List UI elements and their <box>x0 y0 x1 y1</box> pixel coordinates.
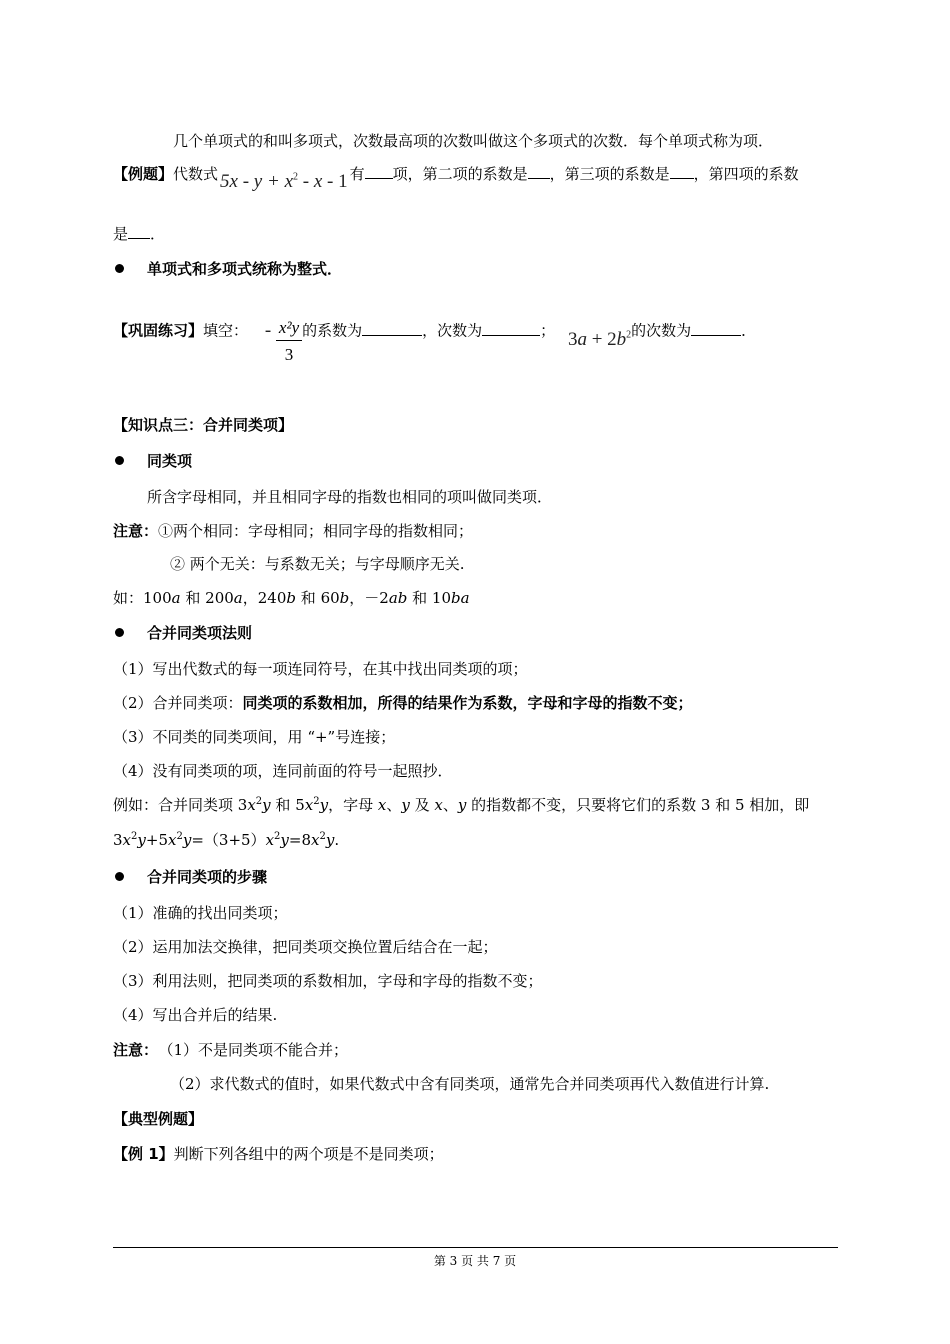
note-line: 注意： （1）不是同类项不能合并； <box>113 1041 349 1059</box>
answer-blank[interactable] <box>691 321 741 336</box>
rule-item: （2）合并同类项：同类项的系数相加，所得的结果作为系数，字母和字母的指数不变； <box>113 694 693 712</box>
example-1: 【例 1】判断下列各组中的两个项是不是同类项； <box>113 1145 444 1163</box>
example-question: 【例题】代数式 $5x - y + x^2 - x - 1$ 有 项，第二项的系数是 ，第三项的系数是 ，第四项的系数 <box>113 165 799 192</box>
answer-blank[interactable] <box>365 164 393 179</box>
fraction-expression: $\frac{\text{x²y}}{3}$ <box>276 318 302 365</box>
answer-blank[interactable] <box>528 164 550 179</box>
note-line: ② 两个无关：与系数无关；与字母顺序无关. <box>170 555 465 573</box>
polynomial-expression: $5x - y + x^2 - x - 1$ <box>220 171 348 192</box>
integral-expression-note: 单项式和多项式统称为整式． <box>147 260 343 278</box>
rule-item: （3）不同类的同类项间，用 “+”号连接； <box>113 728 396 746</box>
rule-item: （4）没有同类项的项，连同前面的符号一起照抄． <box>113 762 453 780</box>
step-item: （3）利用法则，把同类项的系数相加，字母和字母的指数不变； <box>113 972 543 990</box>
rule-item: （1）写出代数式的每一项连同符号，在其中找出同类项的项； <box>113 660 528 678</box>
binomial-expression: $3a + 2b^2$ <box>567 328 632 350</box>
answer-blank[interactable] <box>482 321 540 336</box>
step-item: （4）写出合并后的结果. <box>113 1006 278 1024</box>
step-item: （1）准确的找出同类项； <box>113 904 288 922</box>
practice-label: 【巩固练习】 <box>113 321 204 340</box>
answer-blank[interactable] <box>128 224 150 239</box>
section-heading: 【知识点三：合并同类项】 <box>113 416 294 434</box>
page-number: 第 3 页 共 7 页 <box>433 1254 517 1268</box>
note-line: （2）求代数式的值时，如果代数式中含有同类项，通常先合并同类项再代入数值进行计算. <box>170 1075 770 1093</box>
footer-divider <box>113 1247 838 1248</box>
like-terms-heading: 同类项 <box>147 452 193 470</box>
note-line: 注意：①两个相同：字母相同；相同字母的指数相同； <box>113 522 474 540</box>
bullet-icon <box>115 872 124 881</box>
combine-example: 例如：合并同类项 $3x^2y$ 和 $5x^2y$，字母 x、y 及 x、y 的指数都不变，只要将它们的系数 3 和 5 相加，即 <box>113 796 810 814</box>
practice-question: 【巩固练习】填空： - $\frac{\text{x²y}}{3}$ 的系数为 ，次数为 ； $3a + 2b^2$的次数为 ． <box>113 318 757 364</box>
bullet-icon <box>115 456 124 465</box>
bullet-icon <box>115 628 124 637</box>
answer-blank[interactable] <box>670 164 694 179</box>
step-item: （2）运用加法交换律，把同类项交换位置后结合在一起； <box>113 938 498 956</box>
answer-blank[interactable] <box>362 321 422 336</box>
example-question-continued: 是 ． <box>113 225 166 243</box>
example-label: 【例题】 <box>113 165 174 183</box>
like-terms-examples: 如：100a 和 200a，240b 和 60b，－2ab 和 10ba <box>113 589 470 607</box>
polynomial-definition: 几个单项式的和叫多项式，次数最高项的次数叫做这个多项式的次数．每个单项式称为项． <box>173 132 774 150</box>
combine-steps-heading: 合并同类项的步骤 <box>147 868 268 886</box>
bullet-icon <box>115 264 124 273</box>
typical-examples-heading: 【典型例题】 <box>113 1110 204 1128</box>
combine-rule-heading: 合并同类项法则 <box>147 624 253 642</box>
combine-example-result: $3x^2y+5x^2y=(3+5)x^2y=8x^2y$. <box>113 831 340 849</box>
like-terms-definition: 所含字母相同，并且相同字母的指数也相同的项叫做同类项． <box>147 488 553 506</box>
